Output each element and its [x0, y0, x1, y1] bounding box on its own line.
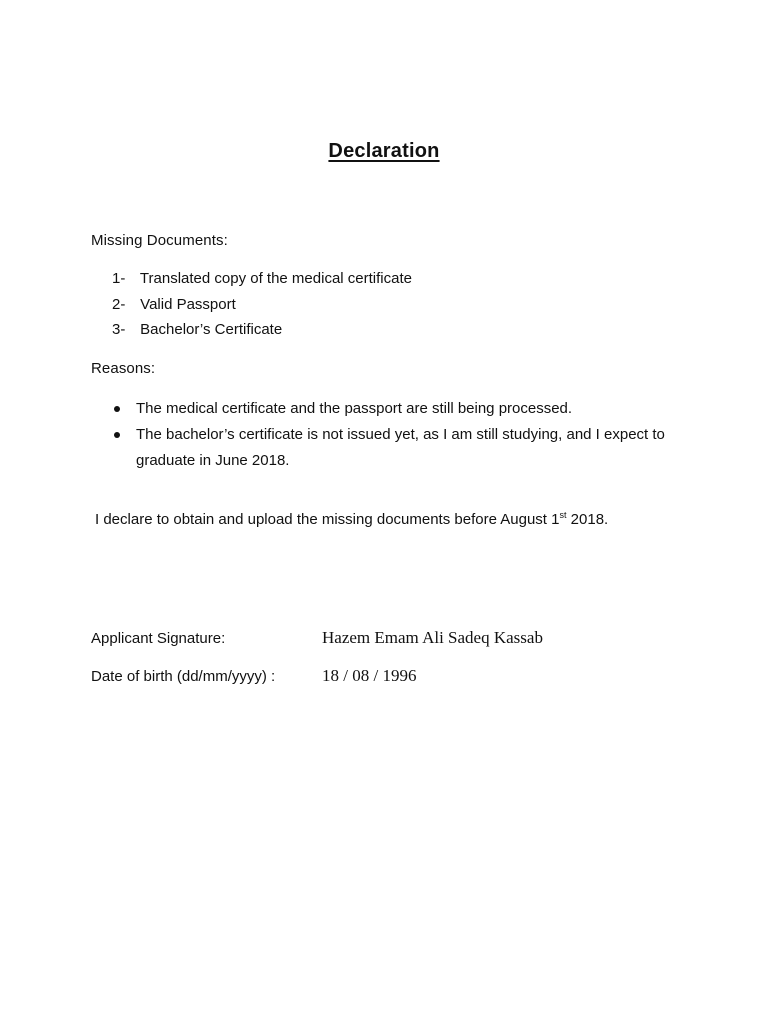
missing-documents-heading: Missing Documents: — [91, 232, 228, 249]
list-item — [112, 294, 412, 320]
date-of-birth-label: Date of birth (dd/mm/yyyy) : — [91, 668, 276, 685]
list-item — [112, 396, 672, 422]
missing-documents-list — [112, 268, 412, 345]
list-item-number: 3- — [112, 321, 126, 338]
bullet-icon — [114, 406, 120, 412]
date-of-birth-value: 18 / 08 / 1996 — [322, 666, 417, 685]
signature-label: Applicant Signature: — [91, 630, 226, 647]
list-item-text: Translated copy of the medical certificate — [139, 270, 412, 287]
bullet-icon — [114, 432, 120, 438]
list-item-text: The bachelor’s certificate is not issued yet, as I am still studying, and I expect to graduate in June 2018. — [136, 426, 665, 469]
list-item-text: Bachelor’s Certificate — [140, 321, 283, 338]
signature-value: Hazem Emam Ali Sadeq Kassab — [322, 628, 543, 647]
reasons-heading: Reasons: — [91, 360, 156, 377]
list-item — [112, 268, 412, 294]
declaration-text: I declare to obtain and upload the missing documents before August 1 — [95, 511, 560, 528]
list-item-text: The medical certificate and the passport are still being processed. — [136, 400, 573, 417]
page-title: Declaration — [328, 140, 440, 162]
list-item — [112, 319, 412, 345]
list-item-text: Valid Passport — [140, 295, 236, 313]
list-item — [112, 422, 672, 474]
list-item-number: 1- — [112, 270, 126, 287]
list-item-number: 2- — [112, 295, 126, 313]
reasons-list — [112, 396, 672, 474]
declaration-statement — [95, 511, 608, 528]
declaration-year: 2018. — [566, 511, 609, 528]
ordinal-suffix: st — [559, 510, 567, 520]
